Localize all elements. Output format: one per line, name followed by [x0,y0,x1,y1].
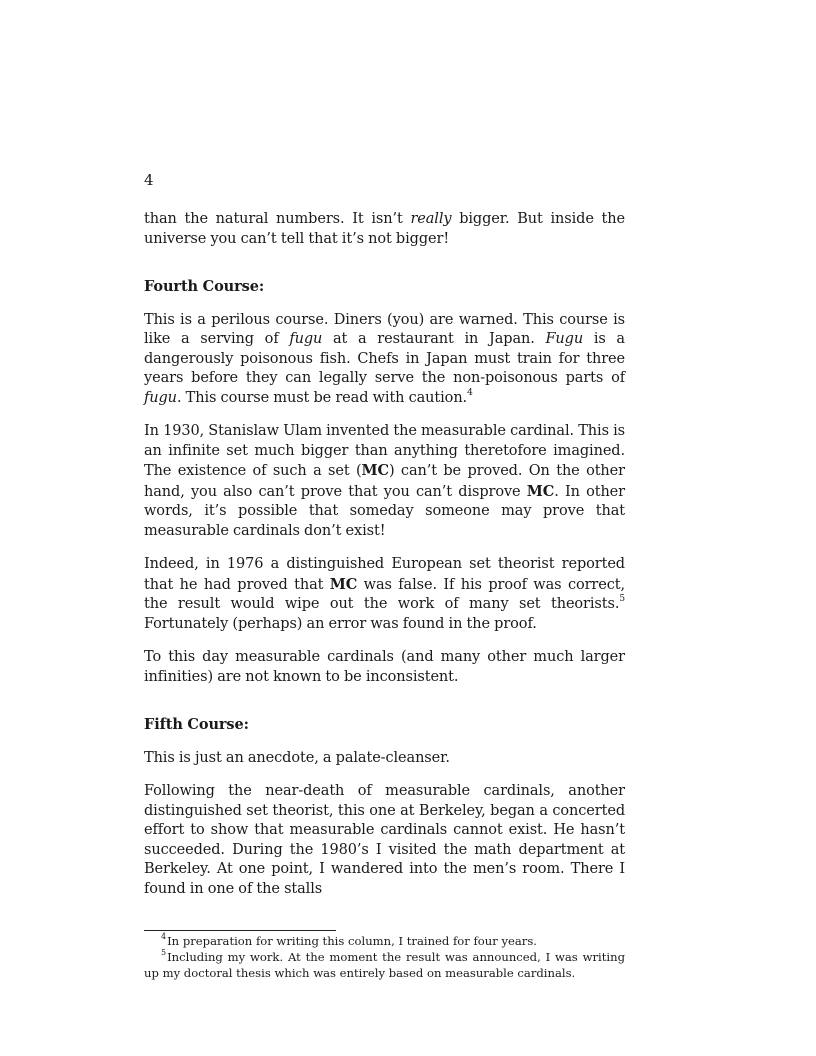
fourth-course-paragraph-4: To this day measurable cardinals (and many other much larger infinities) are not known to be inconsistent. [144,649,625,685]
fourth-course-paragraph-3: Indeed, in 1976 a distinguished European set theorist reported that he had proved that MC was false. If his proof was correct, the result would wipe out the work of many set theorists.$^5$ Fortunately (perhaps) an error was found in the proof. [144,556,625,632]
fifth-course-heading: Fifth Course: [144,716,249,733]
continuation-paragraph: than the natural numbers. It isn’t really bigger. But inside the universe you can’t tell that it’s not bigger! [144,211,625,247]
footnote-ref-4[interactable]: 4 [467,387,473,398]
footnote-ref-5[interactable]: 5 [619,594,625,605]
page-number: 4 [144,171,154,189]
footnote-rule [144,930,336,931]
document-page [144,0,625,1056]
fourth-course-paragraph-1: This is a perilous course. Diners (you) are warned. This course is like a serving of fugu at a restaurant in Japan. Fugu is a dangerously poisonous fish. Chefs in Japan must train for three years before they can legally serve the non-poisonous parts of fugu. This course must be read with caution.$^4$ [144,311,625,406]
emphasis-really: really [410,211,452,227]
fourth-course-heading: Fourth Course: [144,278,265,295]
footnote-4: $^4$In preparation for writing this column, I trained for four years. [161,932,537,948]
footnotes [144,930,625,981]
footnote-5: $^5$Including my work. At the moment the result was announced, I was writing up my doctoral thesis which was entirely based on measurable cardinals. [144,948,625,980]
fifth-course-paragraph-2: Following the near-death of measurable cardinals, another distinguished set theorist, this one at Berkeley, began a concerted effort to show that measurable cardinals cannot exist. He hasn’t succeeded. During the 1980’s I visited the math department at Berkeley. At one point, I wandered into the men’s room. There I found in one of the stalls [144,783,625,897]
fifth-course-paragraph-1: This is just an anecdote, a palate-cleanser. [144,749,450,766]
fourth-course-paragraph-2: In 1930, Stanislaw Ulam invented the measurable cardinal. This is an infinite set much bigger than anything theretofore imagined. The existence of such a set (MC) can’t be proved. On the other hand, you also can’t prove that you can’t disprove MC. In other words, it’s possible that someday someone may prove that measurable cardinals don’t exist! [144,423,625,539]
body-text [144,210,625,899]
